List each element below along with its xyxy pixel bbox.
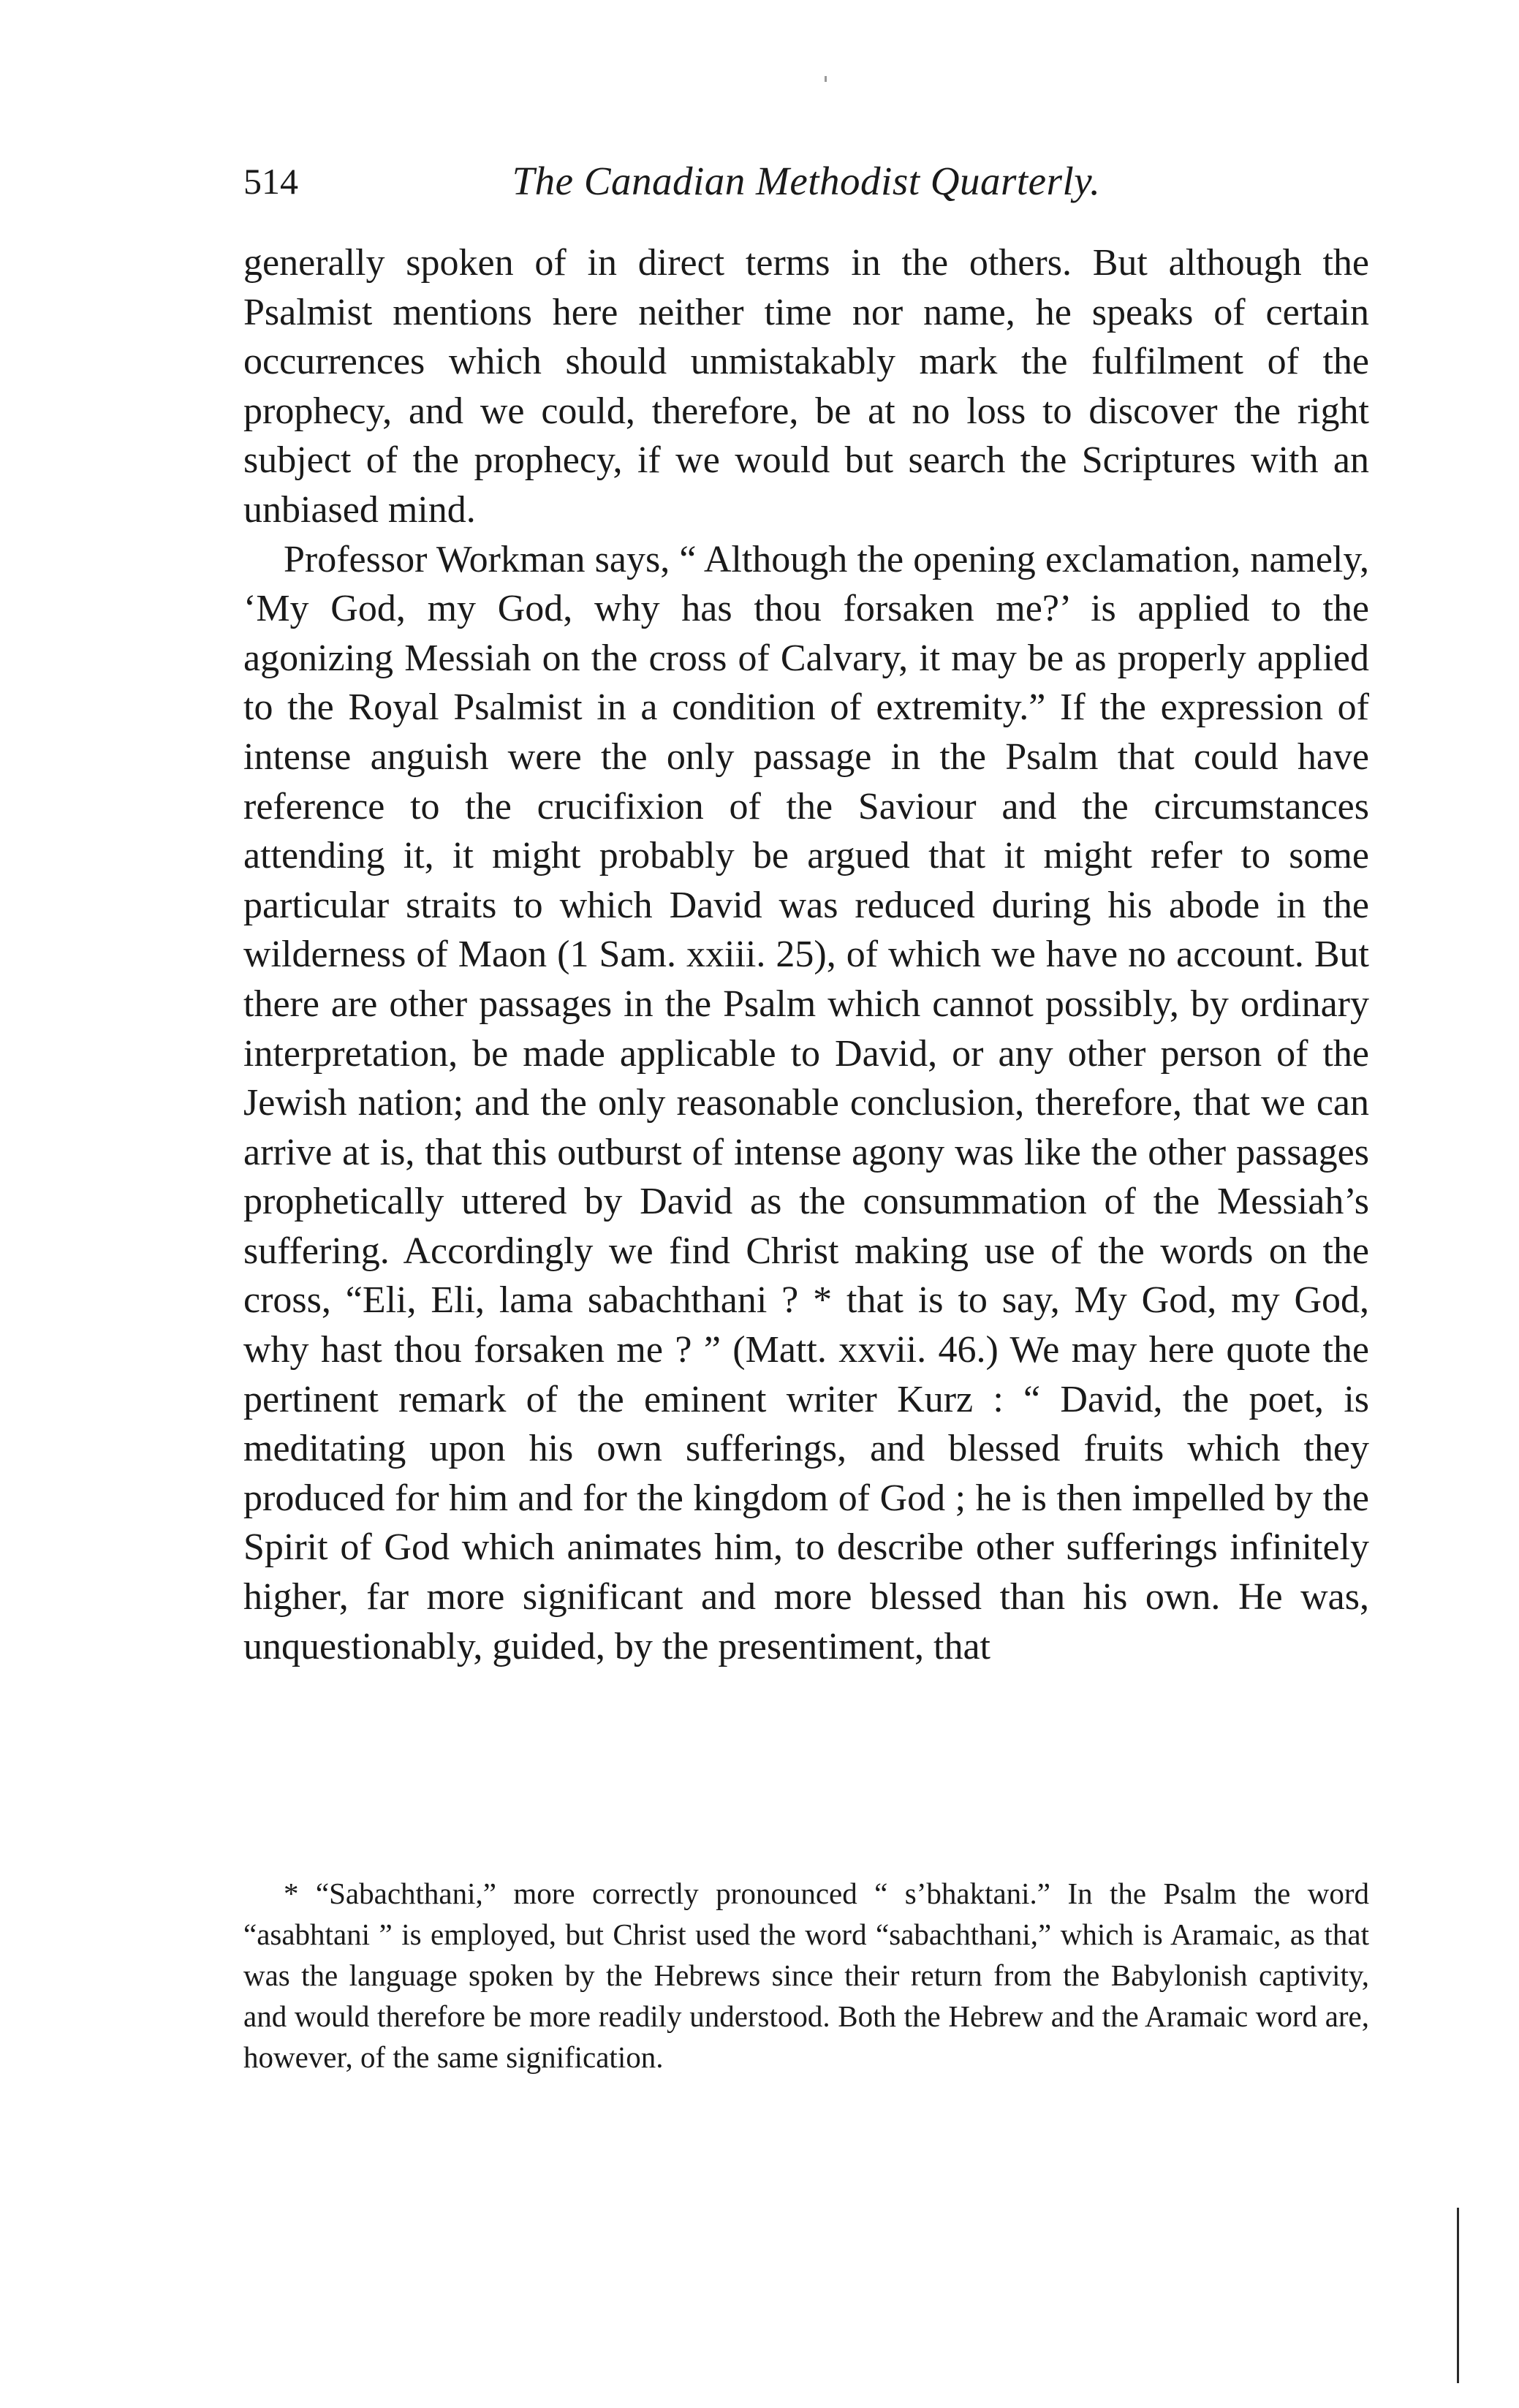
footnote (243, 1873, 1369, 2078)
page-number: 514 (243, 161, 298, 202)
page-header (243, 152, 1369, 218)
margin-dot (825, 76, 827, 82)
running-title: The Canadian Methodist Quarterly. (512, 159, 1101, 203)
body-text (243, 238, 1369, 1671)
paragraph-workman: Professor Workman says, “ Although the opening exclamation, namely, ‘My God, my God, why has thou forsaken me?’ is applied to the agonizing Messiah on the cross of Calvary, it may be as properly applied to the Royal Psalmist in a condition of extremity.” If the expression of intense anguish were the only passage in the Psalm that could have reference to the crucifixion of the Saviour and the circumstances attending it, it might probably be argued that it might refer to some particular straits to which David was reduced during his abode in the wilderness of Maon (1 Sam. xxiii. 25), of which we have no account. But there are other passages in the Psalm which cannot possibly, by ordinary interpretation, be made applicable to David, or any other person of the Jewish nation; and the only reasonable conclusion, therefore, that we can arrive at is, that this outburst of intense agony was like the other passages prophetically uttered by David as the consummation of the Messiah’s suffering. Accordingly we find Christ making use of the words on the cross, “Eli, Eli, lama sabachthani ? * that is to say, My God, my God, why hast thou forsaken me ? ” (Matt. xxvii. 46.) We may here quote the pertinent remark of the eminent writer Kurz : “ David, the poet, is meditating upon his own sufferings, and blessed fruits which they produced for him and for the kingdom of God ; he is then impelled by the Spirit of God which animates him, to describe other sufferings infinitely higher, far more significant and more blessed than his own. He was, unquestionably, guided, by the presentiment, that (243, 538, 1369, 1667)
paragraph-continued: generally spoken of in direct terms in the others. But although the Psalmist mentions here neither time nor name, he speaks of certain occurrences which should unmistakably mark the fulfilment of the prophecy, and we could, therefore, be at no loss to discover the right subject of the prophecy, if we would but search the Scriptures with an unbiased mind. (243, 242, 1369, 531)
margin-mark (1457, 2208, 1459, 2383)
footnote-text: * “Sabachthani,” more correctly pronounced “ s’bhaktani.” In the Psalm the word “asabhtani ” is employed, but Christ used the word “sabachthani,” which is Aramaic, as that was the language spoken by the Hebrews since their return from the Babylonish captivity, and would therefore be more readily understood. Both the Hebrew and the Aramaic word are, however, of the same signification. (243, 1877, 1369, 2074)
